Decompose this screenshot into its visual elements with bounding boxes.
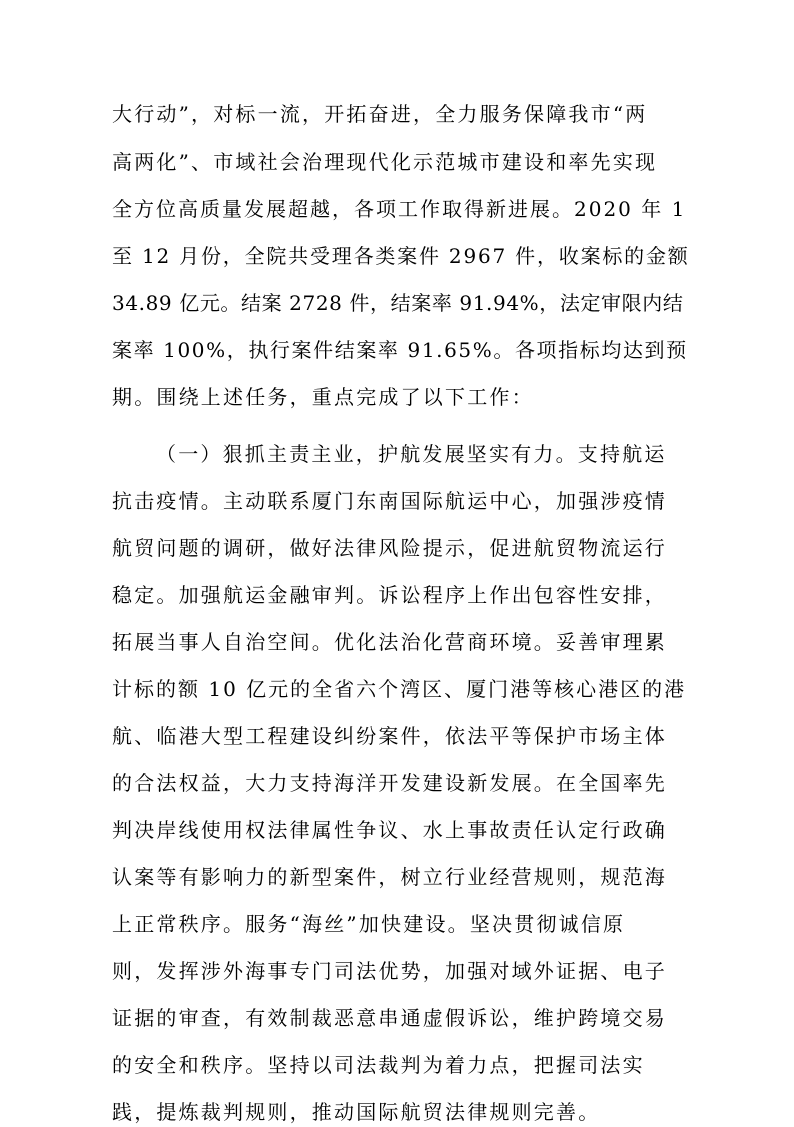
text-line: 证据的审查，有效制裁恶意串通虚假诉讼，维护跨境交易 [112,1006,667,1030]
text-line: 航、临港大型工程建设纠纷案件，依法平等保护市场主体 [112,724,667,748]
text-line: 的合法权益，大力支持海洋开发建设新发展。在全国率先 [112,771,667,795]
text-line: 全方位高质量发展超越，各项工作取得新进展。2020 年 1 [112,197,687,221]
text-line: 则，发挥涉外海事专门司法优势，加强对域外证据、电子 [112,959,667,983]
text-line: 计标的额 10 亿元的全省六个湾区、厦门港等核心港区的港 [112,677,687,701]
text-line: 大行动”，对标一流，开拓奋进，全力服务保障我市“两 [112,102,648,126]
text-line: 高两化”、市域社会治理现代化示范城市建设和率先实现 [112,150,658,174]
text-line: 践，提炼裁判规则，推动国际航贸法律规则完善。 [112,1100,601,1124]
text-line: 期。围绕上述任务，重点完成了以下工作： [112,385,534,409]
text-line: 34.89 亿元。结案 2728 件，结案率 91.94%，法定审限内结 [112,291,684,315]
text-line: 抗击疫情。主动联系厦门东南国际航运中心，加强涉疫情 [112,489,667,513]
text-line: 航贸问题的调研，做好法律风险提示，促进航贸物流运行 [112,536,667,560]
text-line: 的安全和秩序。坚持以司法裁判为着力点，把握司法实 [112,1053,645,1077]
text-line: 认案等有影响力的新型案件，树立行业经营规则，规范海 [112,865,667,889]
text-line: 案率 100%，执行案件结案率 91.65%。各项指标均达到预 [112,338,688,362]
text-line: （一）狠抓主责主业，护航发展坚实有力。支持航运 [156,442,667,466]
text-line: 拓展当事人自治空间。优化法治化营商环境。妥善审理累 [112,630,667,654]
text-line: 判决岸线使用权法律属性争议、水上事故责任认定行政确 [112,818,667,842]
text-line: 上正常秩序。服务“海丝”加快建设。坚决贯彻诚信原 [112,912,626,936]
text-line: 至 12 月份，全院共受理各类案件 2967 件，收案标的金额 [112,244,690,268]
text-line: 稳定。加强航运金融审判。诉讼程序上作出包容性安排， [112,583,667,607]
